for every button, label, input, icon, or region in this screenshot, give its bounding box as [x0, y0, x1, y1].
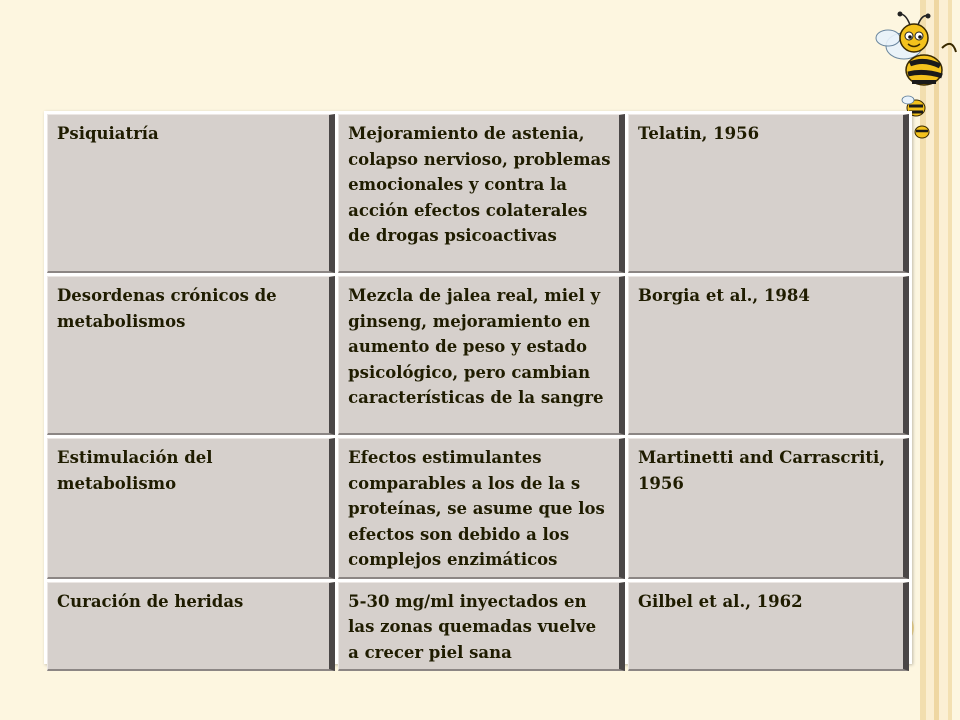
cell-effect: Mezcla de jalea real, miel y ginseng, mejoramiento en aumento de peso y estado psicológico, pero cambian características de la sangre — [338, 276, 625, 435]
bee-large-icon — [876, 12, 956, 86]
cell-reference: Telatin, 1956 — [628, 114, 909, 273]
cell-field: Psiquiatría — [47, 114, 335, 273]
table-row — [47, 582, 909, 672]
cell-field: Estimulación del metabolismo — [47, 438, 335, 579]
cell-effect: 5-30 mg/ml inyectados en las zonas quemadas vuelve a crecer piel sana — [338, 582, 625, 672]
table-row — [47, 438, 909, 579]
research-table — [44, 111, 912, 664]
cell-reference: Borgia et al., 1984 — [628, 276, 909, 435]
bee-small-icon — [915, 126, 929, 138]
table-row — [47, 114, 909, 273]
cell-reference: Martinetti and Carrascriti, 1956 — [628, 438, 909, 579]
cell-effect: Efectos estimulantes comparables a los de la s proteínas, se asume que los efectos son debido a los complejos enzimáticos — [338, 438, 625, 579]
cell-effect: Mejoramiento de astenia, colapso nervioso, problemas emocionales y contra la acción efectos colaterales de drogas psicoactivas — [338, 114, 625, 273]
cell-field: Desordenas crónicos de metabolismos — [47, 276, 335, 435]
cell-reference: Gilbel et al., 1962 — [628, 582, 909, 672]
cell-field: Curación de heridas — [47, 582, 335, 672]
table-row — [47, 276, 909, 435]
